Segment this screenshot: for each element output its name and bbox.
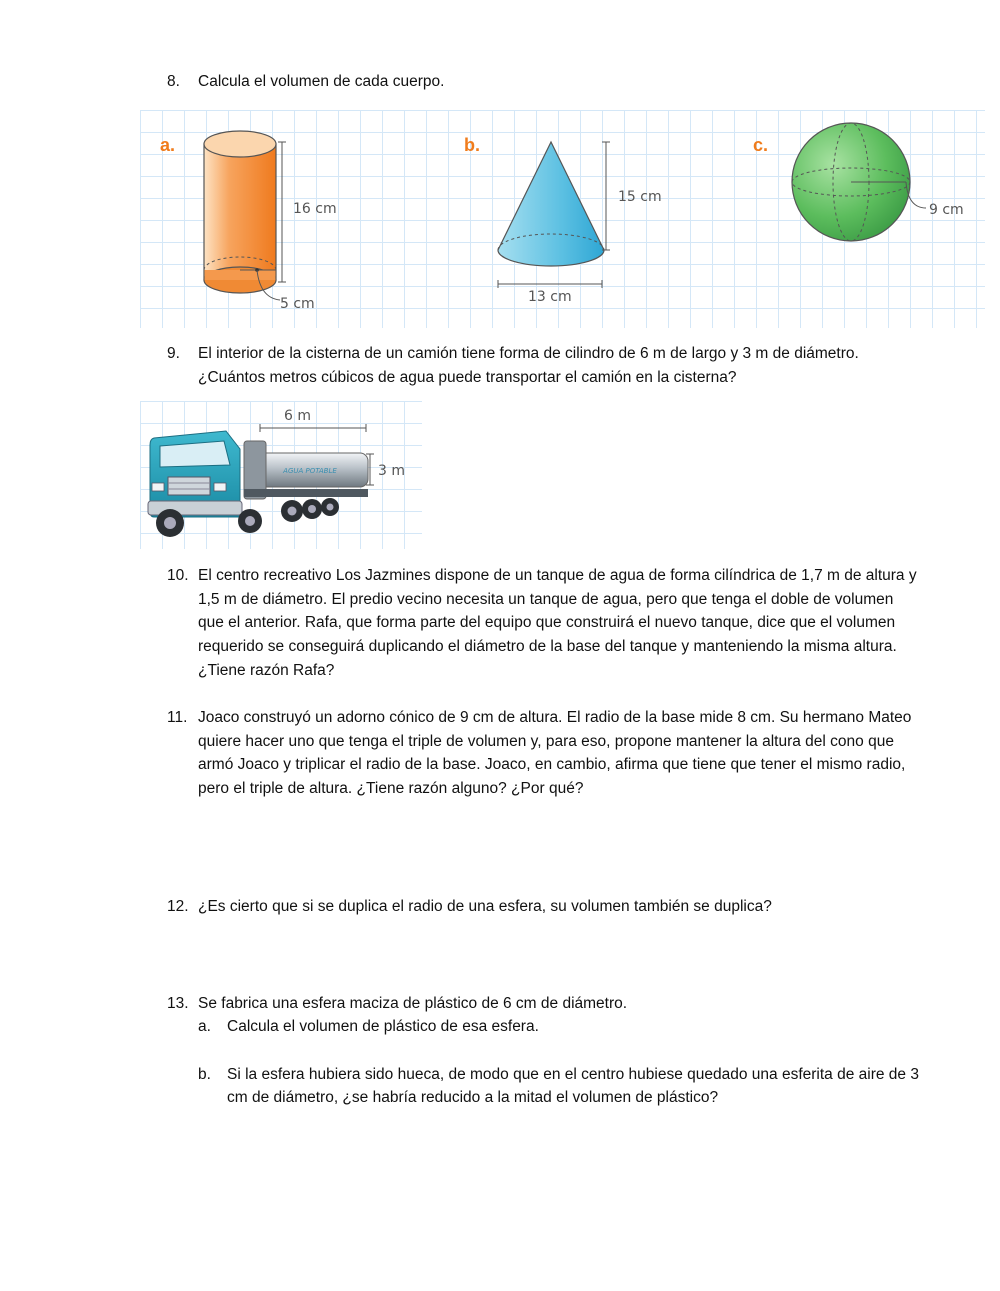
fig-b-height: 15 cm xyxy=(618,189,662,205)
fig-a-label: a. xyxy=(160,135,176,155)
q11-line-2: quiere hacer uno que tenga el triple de volumen y, para eso, propone mantener la altura del cono que xyxy=(198,733,894,750)
q11-number: 11. xyxy=(167,709,188,726)
q13b-line-2: cm de diámetro, ¿se habría reducido a la mitad el volumen de plástico? xyxy=(227,1089,719,1106)
cylinder-shape xyxy=(204,131,286,300)
q13-text: Se fabrica una esfera maciza de plástico de 6 cm de diámetro. xyxy=(198,995,628,1012)
q10-line-4: requerido se conseguirá duplicando el diámetro de la base del tanque y manteniendo la misma altura. xyxy=(198,638,897,655)
q10-line-3: que el anterior. Rafa, que forma parte del equipo que construirá el nuevo tanque, dice que el volumen xyxy=(198,614,896,631)
cone-shape xyxy=(498,142,610,288)
q10-line-1: El centro recreativo Los Jazmines dispone de un tanque de agua de forma cilíndrica de 1,7 m de altura y xyxy=(198,567,917,584)
sphere-shape xyxy=(792,123,926,241)
q13a-label: a. xyxy=(198,1018,211,1035)
q9-truck-panel xyxy=(140,401,422,549)
q13b-line-1: Si la esfera hubiera sido hueca, de modo que en el centro hubiese quedado una esferita de aire de 3 xyxy=(227,1066,919,1083)
truck-diameter-label: 3 m xyxy=(378,463,405,479)
q10-line-5: ¿Tiene razón Rafa? xyxy=(198,662,335,679)
q10-line-2: 1,5 m de diámetro. El predio vecino necesita un tanque de agua, pero que tenga el doble de volumen xyxy=(198,591,894,608)
q13a-text: Calcula el volumen de plástico de esa esfera. xyxy=(227,1018,539,1035)
q8-figures-panel xyxy=(140,110,985,328)
fig-b-base: 13 cm xyxy=(528,289,572,305)
q12-text: ¿Es cierto que si se duplica el radio de una esfera, su volumen también se duplica? xyxy=(198,898,772,915)
q11-line-1: Joaco construyó un adorno cónico de 9 cm de altura. El radio de la base mide 8 cm. Su hermano Mateo xyxy=(198,709,912,726)
q8-number: 8. xyxy=(167,73,180,90)
q10-number: 10. xyxy=(167,567,189,584)
fig-c-label: c. xyxy=(753,135,769,155)
fig-b-label: b. xyxy=(464,135,480,155)
q9-line-2: ¿Cuántos metros cúbicos de agua puede transportar el camión en la cisterna? xyxy=(198,369,737,386)
fig-c-radius: 9 cm xyxy=(929,202,964,218)
q8-figures-svg xyxy=(140,110,985,328)
q11-line-4: pero el triple de altura. ¿Tiene razón alguno? ¿Por qué? xyxy=(198,780,584,797)
q13b-label: b. xyxy=(198,1066,211,1083)
q13-number: 13. xyxy=(167,995,189,1012)
q9-number: 9. xyxy=(167,345,180,362)
truck-illustration xyxy=(140,401,422,549)
truck-length-label: 6 m xyxy=(284,408,311,424)
q8-text: Calcula el volumen de cada cuerpo. xyxy=(198,73,445,90)
fig-a-height: 16 cm xyxy=(293,201,337,217)
svg-text:AGUA POTABLE: AGUA POTABLE xyxy=(283,467,337,475)
q12-number: 12. xyxy=(167,898,189,915)
fig-a-radius: 5 cm xyxy=(280,296,315,312)
q11-line-3: armó Joaco y triplicar el radio de la base. Joaco, en cambio, afirma que tiene que tener el mismo radio, xyxy=(198,756,906,773)
q9-line-1: El interior de la cisterna de un camión tiene forma de cilindro de 6 m de largo y 3 m de diámetro. xyxy=(198,345,859,362)
